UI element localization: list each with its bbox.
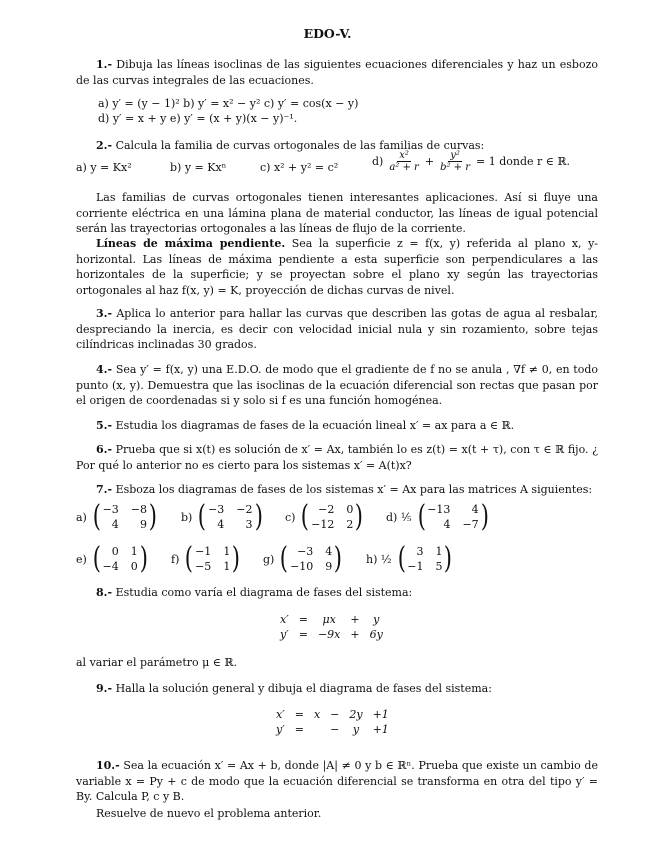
sys-cell: y′ — [276, 723, 285, 736]
matrix-cell: −3 — [208, 503, 225, 516]
problem-1-line-2: d) y′ = x + y e) y′ = (x + y)(x − y)⁻¹. — [98, 112, 298, 125]
paragraph-orthogonal: Las familias de curvas ortogonales tienen interesantes aplicaciones. Así si fluye una corriente eléctrica en una lámina plana de material conductor, las líneas de igual potencial serán las trayectorias ortogonales a las líneas de flujo de la corriente. — [76, 191, 598, 236]
problem-8 — [76, 585, 598, 601]
matrix-cell: 9 — [325, 560, 333, 573]
sys-cell: +1 — [372, 708, 389, 721]
matrix-cell: −10 — [290, 560, 314, 573]
matrix-label: b) — [181, 510, 193, 524]
problem-number: 10.- — [96, 759, 120, 772]
sys-cell: − — [330, 708, 340, 721]
sys-cell: − — [330, 723, 340, 736]
matrix-d — [386, 499, 490, 534]
sys-cell: + — [350, 628, 360, 641]
problem-2-c: c) x² + y² = c² — [260, 161, 339, 174]
paragraph-text: Sea la superficie z = f(x, y) referida al plano x, y-horizontal. Las líneas de máxima pendiente a esta superficie son perpendiculares a las horizontales de la superficie; y se proyectan sobre el plano xy según las trayectorias ortogonales al haz f(x, y) = K, proyección de dichas curvas de nivel. — [76, 237, 598, 297]
problem-number: 8.- — [96, 586, 113, 599]
sys-cell: x′ — [280, 613, 289, 626]
matrix-grid — [103, 545, 138, 573]
matrix-cell: −2 — [236, 503, 253, 516]
sys-cell: −9x — [317, 628, 341, 641]
matrix-cell: −3 — [297, 545, 314, 558]
right-paren: ) — [254, 499, 263, 534]
problem-text: Aplica lo anterior para hallar las curvas que describen las gotas de agua al resbalar, despreciando la inercia, es decir con velocidad inicial nula y sin rozamiento, sobre tejas cilíndricas inclinadas 30 grados. — [76, 307, 598, 352]
matrix-grid — [427, 503, 478, 531]
problem-number: 5.- — [96, 419, 113, 432]
problem-text: Sea la ecuación x′ = Ax + b, donde |A| ≠ 0 y b ∈ ℝⁿ. Prueba que existe un cambio de variable x = Py + c de modo que la ecuación diferencial se transforma en otra del tipo y′ = By. Calcula P, c y B. — [76, 759, 598, 804]
matrix-label: c) — [285, 510, 296, 524]
problem-text: Estudia como varía el diagrama de fases del sistema: — [115, 586, 413, 599]
problem-3 — [76, 306, 598, 353]
right-paren: ) — [480, 499, 489, 534]
sys-cell: y′ — [280, 628, 289, 641]
matrix-grid — [103, 503, 147, 531]
matrix-cell: 4 — [471, 503, 479, 516]
matrix-cell: 0 — [130, 560, 138, 573]
matrix-cell: 3 — [416, 545, 424, 558]
matrix-cell: 1 — [435, 545, 443, 558]
matrix-cell: 4 — [111, 518, 119, 531]
left-paren: ( — [301, 499, 310, 534]
problem-8-after: al variar el parámetro μ ∈ ℝ. — [76, 656, 238, 669]
matrix-label: f) — [171, 552, 180, 566]
left-paren: ( — [198, 499, 207, 534]
problem-9 — [76, 681, 598, 697]
problem-text: Sea y′ = f(x, y) una E.D.O. de modo que el gradiente de f no se anula , ∇f ≠ 0, en todo punto (x, y). Demuestra que las isoclinas de la ecuación diferencial son rectas que pasan por el origen de coordenadas si y solo si f es una función homogénea. — [76, 363, 599, 408]
page-title: EDO-V. — [303, 26, 352, 41]
matrix-cell: 1 — [130, 545, 138, 558]
right-paren: ) — [232, 541, 241, 576]
matrix-cell: 5 — [435, 560, 443, 573]
matrix-cell: 4 — [443, 518, 451, 531]
problem-number: 6.- — [96, 443, 113, 456]
problem-6 — [76, 442, 598, 473]
sys-cell: 6y — [369, 628, 383, 641]
right-paren: ) — [148, 499, 157, 534]
sys-cell — [309, 722, 325, 737]
problem-2-d — [372, 150, 570, 173]
matrix-cell: 0 — [346, 503, 354, 516]
matrix-cell: −8 — [130, 503, 148, 516]
right-paren: ) — [355, 499, 364, 534]
system-8 — [275, 612, 388, 642]
problem-text: Prueba que si x(t) es solución de x′ = Ax, también lo es z(t) = x(t + τ), con τ ∈ ℝ fijo. ¿ Por qué lo anterior no es cierto para los sistemas x′ = A(t)x? — [76, 443, 598, 472]
sys-cell: 2y — [349, 708, 363, 721]
left-paren: ( — [92, 499, 101, 534]
matrix-cell: −1 — [407, 560, 424, 573]
problem-text: Estudia los diagramas de fases de la ecuación lineal x′ = ax para a ∈ ℝ. — [115, 419, 515, 432]
matrix-cell: 4 — [217, 518, 225, 531]
matrix-h — [366, 541, 454, 576]
matrix-label: d) ⅕ — [386, 510, 412, 524]
problem-text: Esboza los diagramas de fases de los sistemas x′ = Ax para las matrices A siguientes: — [115, 483, 593, 496]
matrix-b — [181, 499, 264, 534]
matrix-e — [76, 541, 149, 576]
problem-number: 7.- — [96, 483, 113, 496]
fraction-denominator: b² + r — [440, 162, 470, 173]
left-paren: ( — [280, 541, 289, 576]
matrix-grid — [195, 545, 230, 573]
matrix-cell: −12 — [311, 518, 335, 531]
problem-2-b: b) y = Kxⁿ — [170, 161, 227, 174]
left-paren: ( — [185, 541, 194, 576]
matrix-cell: 9 — [140, 518, 148, 531]
paragraph-max-slope — [76, 236, 598, 298]
sys-cell: = — [294, 708, 304, 721]
problem-number: 1.- — [96, 58, 113, 71]
matrix-cell: 1 — [223, 560, 231, 573]
matrix-f — [171, 541, 242, 576]
matrix-cell: −1 — [195, 545, 212, 558]
fraction-numerator: x² — [399, 150, 409, 161]
problem-10-last: Resuelve de nuevo el problema anterior. — [96, 807, 322, 820]
right-paren: ) — [139, 541, 148, 576]
matrix-cell: −4 — [102, 560, 119, 573]
left-paren: ( — [417, 499, 426, 534]
matrix-cell: −7 — [462, 518, 479, 531]
fraction — [438, 150, 472, 173]
section-heading: Líneas de máxima pendiente. — [96, 237, 286, 250]
sys-cell: μx — [322, 613, 336, 626]
right-paren: ) — [444, 541, 453, 576]
matrix-cell: 4 — [325, 545, 333, 558]
sys-cell: = — [294, 723, 304, 736]
fraction-numerator: y² — [450, 150, 460, 161]
problem-number: 9.- — [96, 682, 113, 695]
matrix-grid — [407, 545, 442, 573]
sys-cell: y — [373, 613, 380, 626]
problem-4 — [76, 362, 598, 409]
problem-7 — [76, 482, 598, 498]
problem-text: Dibuja las líneas isoclinas de las siguientes ecuaciones diferenciales y haz un esbozo de las curvas integrales de las ecuaciones. — [76, 58, 598, 87]
matrix-g — [263, 541, 344, 576]
sys-cell: = — [298, 613, 308, 626]
matrix-cell: 1 — [223, 545, 231, 558]
matrix-cell: −5 — [195, 560, 212, 573]
problem-5 — [76, 418, 598, 434]
matrix-cell: −3 — [102, 503, 119, 516]
fraction-denominator: a² + r — [389, 162, 419, 173]
problem-2-d-tail: = 1 donde r ∈ ℝ. — [476, 155, 571, 168]
left-paren: ( — [92, 541, 101, 576]
matrix-cell: 0 — [111, 545, 119, 558]
matrix-grid — [208, 503, 252, 531]
matrix-label: e) — [76, 552, 87, 566]
problem-text: Halla la solución general y dibuja el diagrama de fases del sistema: — [115, 682, 492, 695]
problem-number: 4.- — [96, 363, 113, 376]
matrix-a — [76, 499, 159, 534]
sys-cell: x — [313, 708, 321, 721]
problem-1-line-1: a) y′ = (y − 1)² b) y′ = x² − y² c) y′ = cos(x − y) — [98, 97, 359, 110]
matrix-c — [285, 499, 365, 534]
matrix-label: h) ½ — [366, 552, 392, 566]
matrix-grid — [290, 545, 332, 573]
problem-10 — [76, 758, 598, 805]
sys-cell: x′ — [276, 708, 285, 721]
sys-cell: y — [352, 723, 360, 736]
problem-text: Calcula la familia de curvas ortogonales de las familias de curvas: — [115, 139, 485, 152]
matrix-grid — [311, 503, 353, 531]
right-paren: ) — [334, 541, 343, 576]
problem-2-d-label: d) — [372, 155, 384, 168]
matrix-label: g) — [263, 552, 275, 566]
problem-2-a: a) y = Kx² — [76, 161, 132, 174]
sys-cell: + — [350, 613, 360, 626]
left-paren: ( — [397, 541, 406, 576]
sys-cell: +1 — [372, 723, 389, 736]
matrix-cell: 3 — [245, 518, 253, 531]
fraction — [387, 150, 421, 173]
matrix-label: a) — [76, 510, 87, 524]
matrix-cell: 2 — [346, 518, 354, 531]
problem-number: 3.- — [96, 307, 113, 320]
matrix-cell: −13 — [427, 503, 451, 516]
plus-sign: + — [424, 155, 435, 168]
problem-number: 2.- — [96, 139, 113, 152]
system-9 — [271, 707, 394, 737]
matrix-cell: −2 — [318, 503, 335, 516]
problem-1 — [76, 57, 598, 88]
sys-cell: = — [298, 628, 308, 641]
